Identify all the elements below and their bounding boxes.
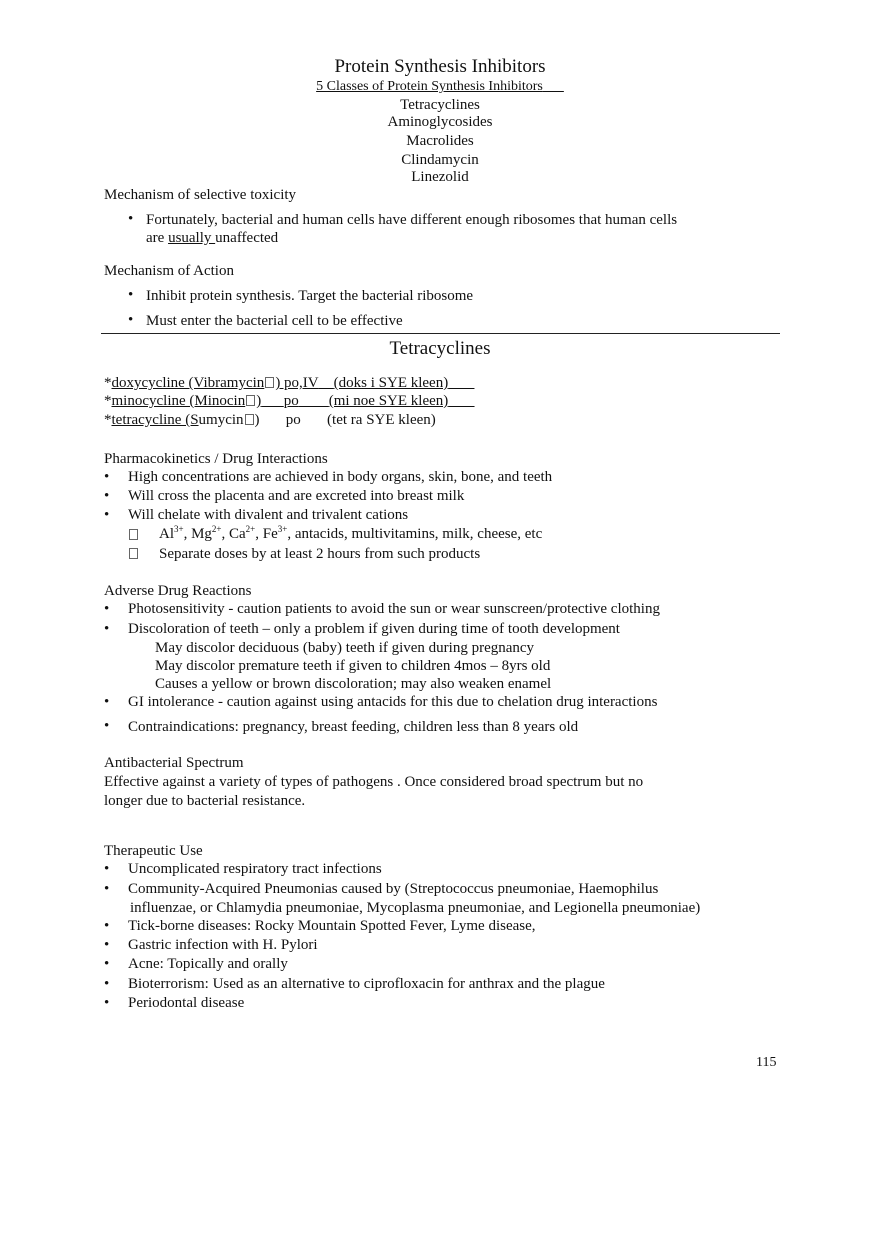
trademark-icon: [265, 377, 274, 388]
section-heading: Pharmacokinetics / Drug Interactions: [104, 451, 328, 467]
trademark-icon: [245, 414, 254, 425]
sub-item: Separate doses by at least 2 hours from such products: [159, 546, 481, 562]
section-divider: [101, 333, 780, 334]
bullet-text: Fortunately, bacterial and human cells have different enough ribosomes that human cells: [146, 212, 678, 228]
sub-item: May discolor deciduous (baby) teeth if given during pregnancy: [155, 640, 535, 656]
cation-list: $Al^{3+}$, $Mg^{2+}$, $Ca^{2+}$, $Fe^{3+}$, antacids, multivitamins, milk, cheese, etc: [159, 524, 543, 542]
list-item: • Periodontal disease: [104, 995, 245, 1011]
list-item: • Bioterrorism: Used as an alternative to ciprofloxacin for anthrax and the plague: [104, 976, 605, 992]
drug-line-tetracycline: *tetracycline (Sumycin ) po (tet ra SYE kleen): [104, 412, 436, 428]
list-item-text: Contraindications: pregnancy, breast feeding, children less than 8 years old: [128, 719, 579, 735]
class-item: Clindamycin: [401, 152, 479, 168]
drug-line-minocycline: *minocycline (Minocin ) po (mi noe SYE kleen): [104, 393, 449, 409]
page-title: Protein Synthesis Inhibitors: [334, 56, 546, 77]
class-item: Macrolides: [406, 133, 474, 149]
section-title: Tetracyclines: [389, 338, 491, 359]
section-heading: Mechanism of selective toxicity: [104, 187, 297, 203]
bullet-text: Must enter the bacterial cell to be effective: [146, 313, 403, 329]
list-item-continuation: influenzae, or Chlamydia pneumoniae, Mycoplasma pneumoniae, and Legionella pneumoniae): [130, 900, 701, 916]
page-number: 115: [756, 1055, 777, 1070]
subtitle: 5 Classes of Protein Synthesis Inhibitors: [316, 79, 543, 94]
drug-line-doxycycline: *doxycycline (Vibramycin ) po,IV (doks i SYE kleen): [104, 375, 449, 391]
list-item: • Will chelate with divalent and trivalent cations: [104, 507, 409, 523]
checkbox-bullet-icon: [129, 529, 138, 540]
paragraph-line: longer due to bacterial resistance.: [104, 793, 306, 809]
list-item: • Community-Acquired Pneumonias caused by (Streptococcus pneumoniae, Haemophilus: [104, 881, 659, 897]
class-item: Linezolid: [411, 169, 469, 185]
list-item: • Photosensitivity - caution patients to avoid the sun or wear sunscreen/protective clothing: [104, 601, 660, 617]
bullet-text: Inhibit protein synthesis. Target the bacterial ribosome: [146, 288, 474, 304]
section-heading: Mechanism of Action: [104, 263, 234, 279]
section-heading: Antibacterial Spectrum: [104, 755, 244, 771]
paragraph-line: Effective against a variety of types of pathogens . Once considered broad spectrum but no: [104, 774, 644, 790]
class-item: Tetracyclines: [400, 97, 480, 113]
bullet-icon: •: [128, 211, 134, 227]
list-item: • Uncomplicated respiratory tract infections: [104, 861, 382, 877]
sub-item: Causes a yellow or brown discoloration; may also weaken enamel: [155, 676, 552, 692]
list-item: • Acne: Topically and orally: [104, 956, 288, 972]
section-heading: Adverse Drug Reactions: [104, 583, 252, 599]
list-item: • Discoloration of teeth – only a problem if given during time of tooth development: [104, 621, 620, 637]
sub-item: May discolor premature teeth if given to children 4mos – 8yrs old: [155, 658, 551, 674]
trademark-icon: [246, 395, 255, 406]
bullet-icon: •: [128, 287, 134, 303]
list-item: • Tick-borne diseases: Rocky Mountain Spotted Fever, Lyme disease,: [104, 918, 536, 934]
list-item: • Gastric infection with H. Pylori: [104, 937, 318, 953]
list-item: • High concentrations are achieved in body organs, skin, bone, and teeth: [104, 469, 553, 485]
bullet-icon: •: [128, 312, 134, 328]
list-item: • Will cross the placenta and are excreted into breast milk: [104, 488, 465, 504]
section-heading: Therapeutic Use: [104, 843, 203, 859]
list-item: • GI intolerance - caution against using antacids for this due to chelation drug interactions: [104, 694, 658, 710]
bullet-icon: •: [104, 718, 110, 734]
checkbox-bullet-icon: [129, 548, 138, 559]
class-item: Aminoglycosides: [387, 114, 493, 130]
bullet-text: are usually unaffected: [146, 230, 279, 246]
